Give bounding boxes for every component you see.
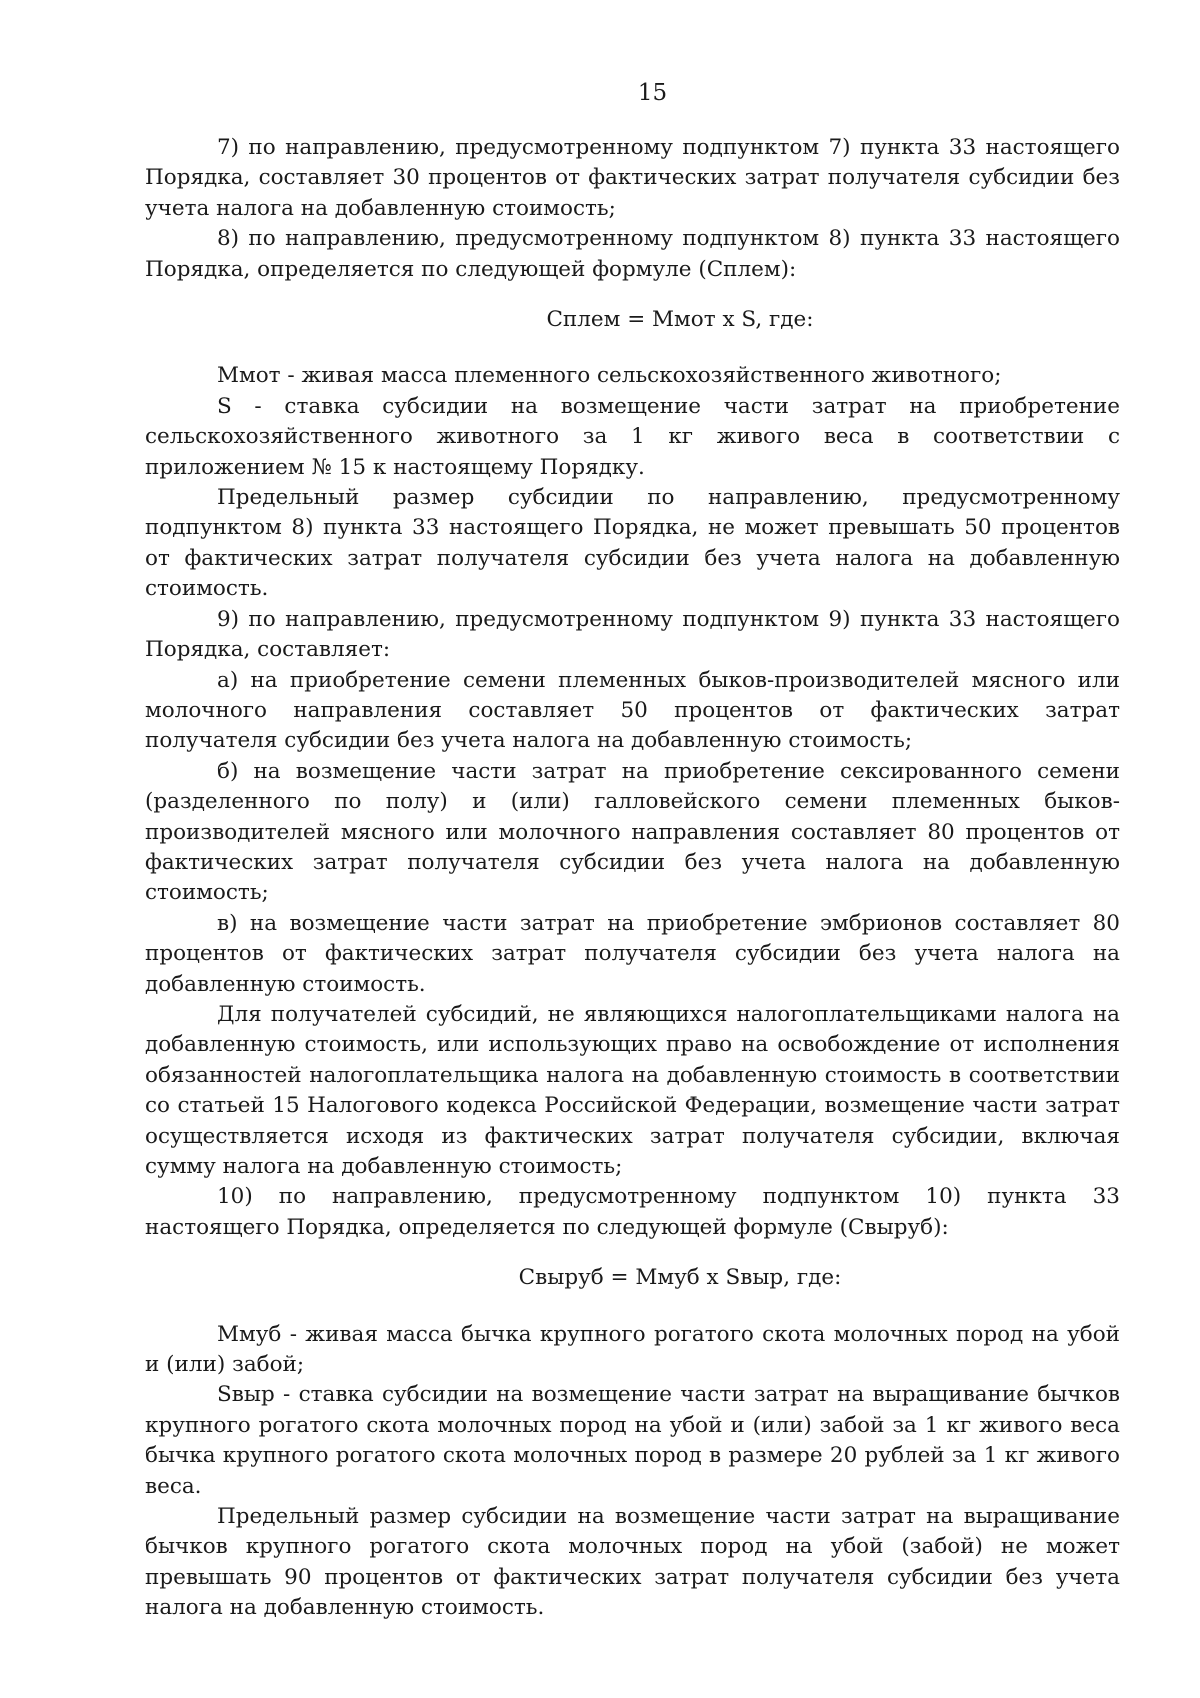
paragraph-svyr-definition: Sвыр - ставка субсидии на возмещение части затрат на выращивание бычков крупного рогатого скота молочных пород на убой и (или) забой за 1 кг живого веса бычка крупного рогатого скота молочных пород в размере 20 рублей за 1 кг живого веса. xyxy=(145,1382,1120,1499)
formula-svyrub: Свыруб = Ммуб х Sвыр, где: xyxy=(518,1265,842,1291)
paragraph-mmub-definition: Ммуб - живая масса бычка крупного рогатого скота молочных пород на убой и (или) забой; xyxy=(145,1321,1120,1378)
paragraph-item-8: 8) по направлению, предусмотренному подпунктом 8) пункта 33 настоящего Порядка, определяется по следующей формуле (Сплем): xyxy=(145,226,1120,282)
paragraph-item-9: 9) по направлению, предусмотренному подпунктом 9) пункта 33 настоящего Порядка, составляет: xyxy=(145,606,1120,663)
paragraph-vat-exemption: Для получателей субсидий, не являющихся налогоплательщиками налога на добавленную стоимость, или использующих право на освобождение от исполнения обязанностей налогоплательщика налога на добавленную стоимость в соответствии со статьей 15 Налогового кодекса Российской Федерации, возмещение части затрат осуществляется исходя из фактических затрат получателя субсидии, включая сумму налога на добавленную стоимость; xyxy=(145,1001,1120,1179)
formula-splem: Сплем = Ммот х S, где: xyxy=(546,307,814,333)
paragraph-limit-item-10: Предельный размер субсидии на возмещение части затрат на выращивание бычков крупного рогатого скота молочных пород на убой (забой) не может превышать 90 процентов от фактических затрат получателя субсидии без учета налога на добавленную стоимость. xyxy=(145,1504,1120,1621)
paragraph-item-9b: б) на возмещение части затрат на приобретение сексированного семени (разделенного по полу) и (или) галловейского семени племенных быков-производителей мясного или молочного направления составляет 80 процентов от фактических затрат получателя субсидии без учета налога на добавленную стоимость; xyxy=(145,758,1120,906)
paragraph-item-9v: в) на возмещение части затрат на приобретение эмбрионов составляет 80 процентов от фактических затрат получателя субсидии без учета налога на добавленную стоимость. xyxy=(145,910,1120,997)
paragraph-item-9a: а) на приобретение семени племенных быков-производителей мясного или молочного направления составляет 50 процентов от фактических затрат получателя субсидии без учета налога на добавленную стоимость; xyxy=(145,667,1120,754)
paragraph-item-7: 7) по направлению, предусмотренному подпунктом 7) пункта 33 настоящего Порядка, составляет 30 процентов от фактических затрат получателя субсидии без учета налога на добавленную стоимость; xyxy=(145,135,1120,221)
document-page xyxy=(145,78,1120,1624)
paragraph-item-10: 10) по направлению, предусмотренному подпунктом 10) пункта 33 настоящего Порядка, определяется по следующей формуле (Свыруб): xyxy=(145,1184,1120,1240)
paragraph-limit-item-8: Предельный размер субсидии по направлению, предусмотренному подпунктом 8) пункта 33 настоящего Порядка, не может превышать 50 процентов от фактических затрат получателя субсидии без учета налога на добавленную стоимость. xyxy=(145,485,1120,602)
page-number: 15 xyxy=(637,80,668,106)
paragraph-mmot-definition: Ммот - живая масса племенного сельскохозяйственного животного; xyxy=(217,363,1002,389)
paragraph-s-definition: S - ставка субсидии на возмещение части затрат на приобретение сельскохозяйственного животного за 1 кг живого веса в соответствии с приложением № 15 к настоящему Порядку. xyxy=(145,393,1120,480)
